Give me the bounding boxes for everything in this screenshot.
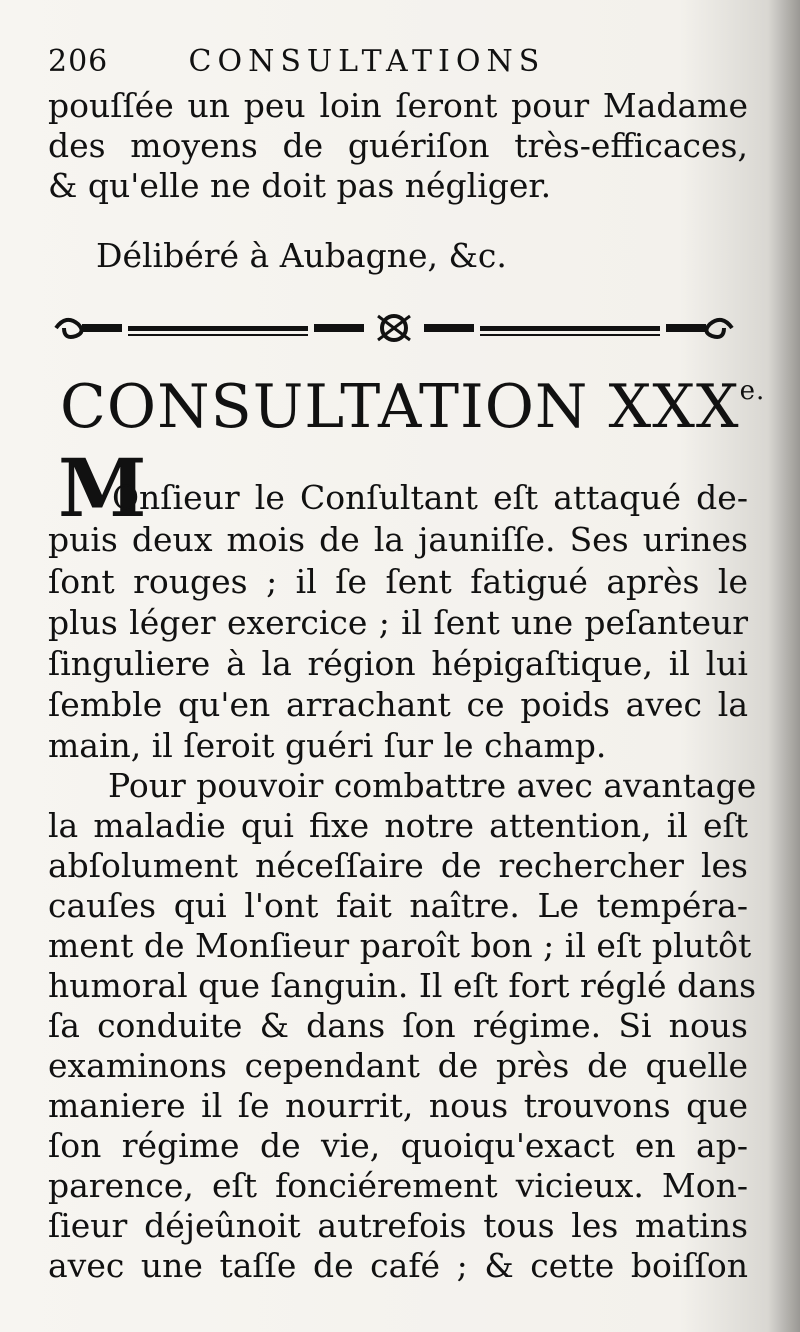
text-line: ſinguliere à la région hépigaſtique, il lui: [48, 644, 748, 683]
text-line: Pour pouvoir combattre avec avantage: [108, 766, 757, 805]
section-heading: [60, 372, 766, 442]
text-line: puis deux mois de la jauniſſe. Ses urines: [48, 520, 748, 559]
text-line: Onſieur le Conſultant eſt attaqué de-: [112, 478, 748, 517]
text-line: examinons cependant de près de quelle: [48, 1046, 748, 1085]
page-header: [48, 44, 748, 79]
text-line: ſont rouges ; il ſe ſent fatigué après le: [48, 562, 748, 601]
heading-suffix: e.: [739, 376, 766, 406]
text-line: pouſſée un peu loin ſeront pour Madame: [48, 86, 748, 125]
text-line: main, il ſeroit guéri ſur le champ.: [48, 726, 607, 765]
drop-cap: M: [58, 441, 147, 535]
heading-text: CONSULTATION XXX: [60, 372, 740, 442]
page-number: 206: [48, 44, 109, 79]
closing-line: Délibéré à Aubagne, &c.: [96, 236, 507, 275]
text-line: ment de Monſieur paroît bon ; il eſt plutôt: [48, 926, 752, 965]
text-line: avec une taſſe de café ; & cette boiſſon: [48, 1246, 748, 1285]
text-line: ſieur déjeûnoit autrefois tous les matins: [48, 1206, 748, 1245]
text-line: ſon régime de vie, quoiqu'exact en ap-: [48, 1126, 748, 1165]
text-line: humoral que ſanguin. Il eſt fort réglé dans: [48, 966, 757, 1005]
text-line: la maladie qui fixe notre attention, il eſt: [48, 806, 748, 845]
text-line: maniere il ſe nourrit, nous trouvons que: [48, 1086, 748, 1125]
text-line: plus léger exercice ; il ſent une peſanteur: [48, 603, 748, 642]
text-line: cauſes qui l'ont fait naître. Le tempéra-: [48, 886, 748, 925]
text-line: abſolument néceſſaire de rechercher les: [48, 846, 748, 885]
text-line: ſemble qu'en arrachant ce poids avec la: [48, 685, 748, 724]
running-title: CONSULTATIONS: [188, 44, 546, 79]
text-line: & qu'elle ne doit pas négliger.: [48, 166, 552, 205]
ornamental-divider: [52, 310, 736, 346]
text-line: des moyens de guériſon très-efficaces,: [48, 126, 748, 165]
text-line: parence, eſt fonciérement vicieux. Mon-: [48, 1166, 748, 1205]
text-line: ſa conduite & dans ſon régime. Si nous: [48, 1006, 748, 1045]
